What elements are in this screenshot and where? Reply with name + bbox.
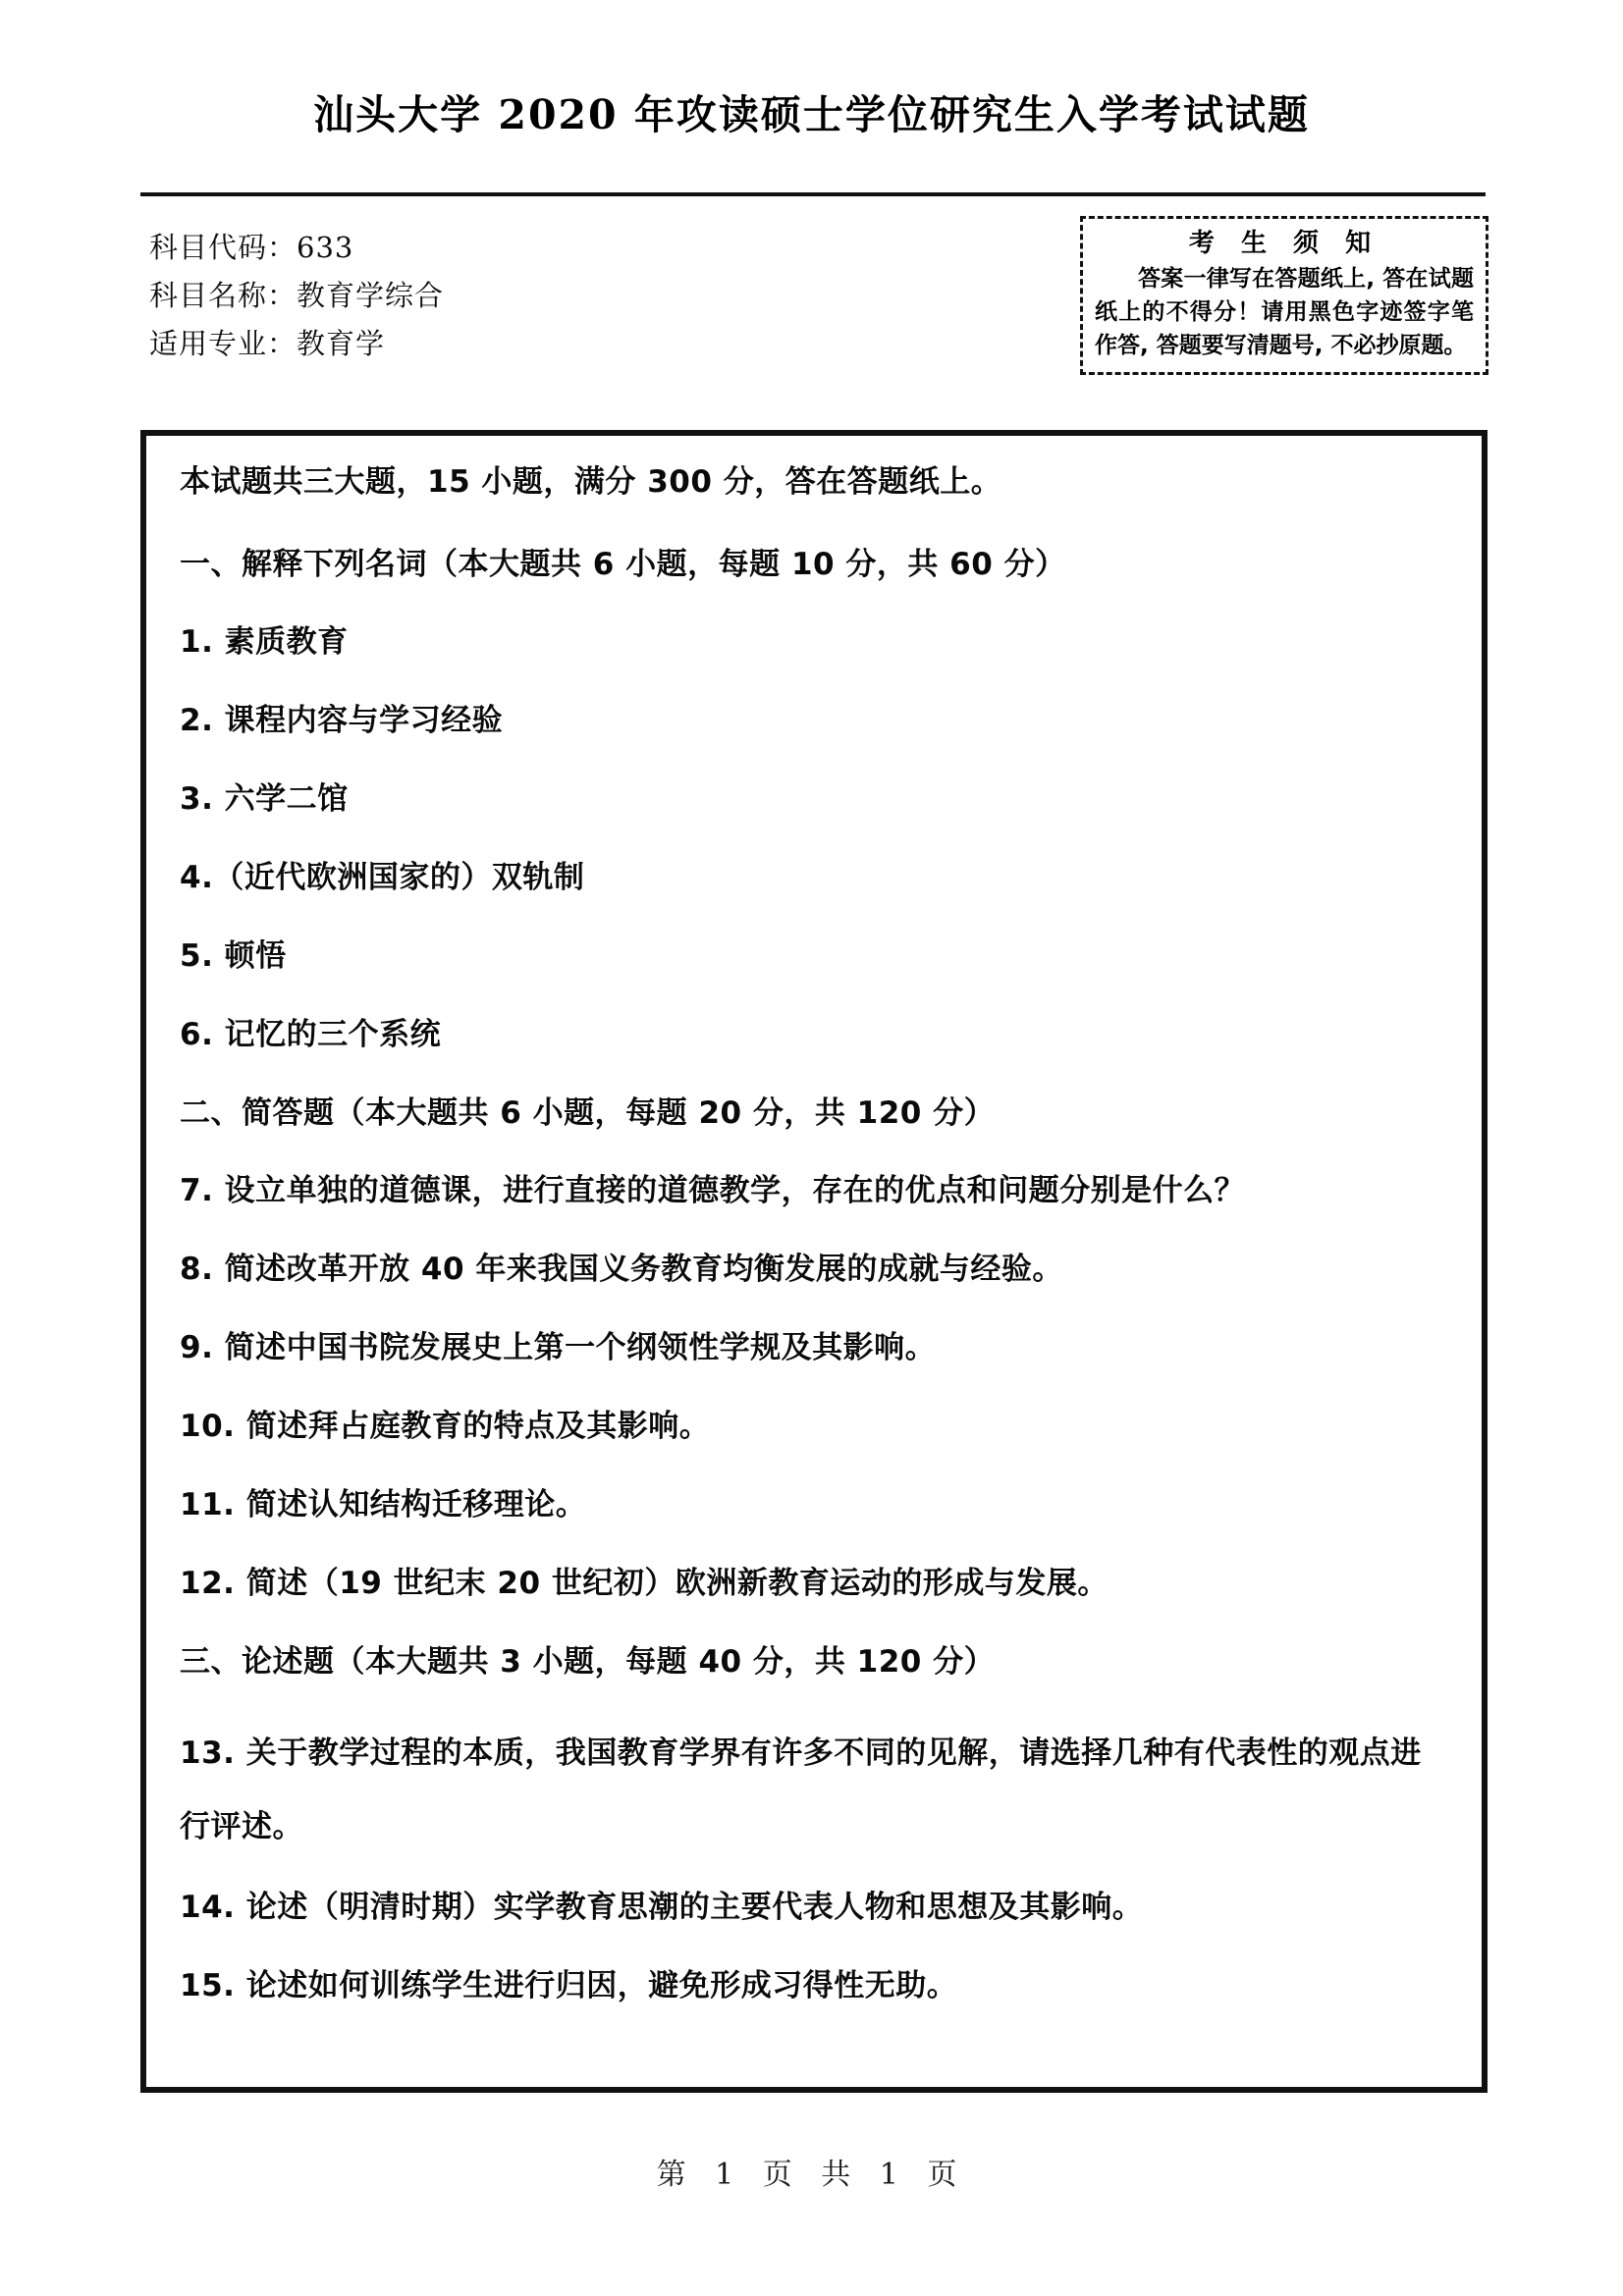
question-item: 4.（近代欧洲国家的）双轨制 — [180, 860, 585, 895]
page-title — [0, 82, 1623, 140]
subject-name-label: 科目名称： — [149, 279, 298, 312]
question-item: 2. 课程内容与学习经验 — [180, 703, 504, 738]
question-item: 11. 简述认知结构迁移理论。 — [180, 1487, 587, 1522]
candidate-notice-title: 考 生 须 知 — [1188, 229, 1380, 258]
question-item: 12. 简述（19 世纪末 20 世纪初）欧洲新教育运动的形成与发展。 — [180, 1566, 1109, 1601]
candidate-notice-body: 答案一律写在答题纸上, 答在试题纸上的不得分！请用黑色字迹签字笔作答, 答题要写清题号, 不必抄原题。 — [1095, 266, 1474, 358]
question-item: 7. 设立单独的道德课，进行直接的道德教学，存在的优点和问题分别是什么？ — [180, 1173, 1246, 1208]
major-line — [149, 320, 837, 368]
subject-name-value: 教育学综合 — [297, 279, 445, 312]
page-title-text: 汕头大学 2020 年攻读硕士学位研究生入学考试试题 — [313, 91, 1310, 138]
exam-intro: 本试题共三大题，15 小题，满分 300 分，答在答题纸上。 — [180, 464, 1002, 500]
section-heading-1: 一、解释下列名词（本大题共 6 小题，每题 10 分，共 60 分） — [180, 547, 1066, 582]
candidate-notice-box — [1080, 216, 1488, 375]
question-item: 5. 顿悟 — [180, 938, 287, 974]
subject-meta-block — [149, 224, 837, 368]
subject-name-line — [149, 272, 837, 320]
major-label: 适用专业： — [149, 327, 298, 360]
question-item: 3. 六学二馆 — [180, 781, 349, 817]
subject-code-label: 科目代码： — [149, 231, 298, 264]
major-value: 教育学 — [297, 327, 386, 360]
question-item: 8. 简述改革开放 40 年来我国义务教育均衡发展的成就与经验。 — [180, 1252, 1063, 1287]
question-item: 6. 记忆的三个系统 — [180, 1017, 442, 1052]
section-heading-3: 三、论述题（本大题共 3 小题，每题 40 分，共 120 分） — [180, 1644, 996, 1680]
section-heading-2: 二、简答题（本大题共 6 小题，每题 20 分，共 120 分） — [180, 1095, 996, 1131]
question-item: 14. 论述（明清时期）实学教育思潮的主要代表人物和思想及其影响。 — [180, 1890, 1144, 1925]
subject-code-line — [149, 224, 837, 272]
question-item: 15. 论述如何训练学生进行归因，避免形成习得性无助。 — [180, 1968, 958, 2003]
question-item: 9. 简述中国书院发展史上第一个纲领性学规及其影响。 — [180, 1330, 937, 1365]
question-item: 13. 关于教学过程的本质，我国教育学界有许多不同的见解，请选择几种有代表性的观点进行评述。 — [180, 1735, 1422, 1844]
page-footer — [0, 2150, 1623, 2193]
question-item: 1. 素质教育 — [180, 624, 349, 660]
subject-code-value: 633 — [297, 231, 354, 264]
question-item: 10. 简述拜占庭教育的特点及其影响。 — [180, 1409, 711, 1444]
page-number-text: 第 1 页 共 1 页 — [656, 2158, 967, 2192]
header-divider — [140, 192, 1486, 196]
exam-content-box — [140, 430, 1488, 2093]
